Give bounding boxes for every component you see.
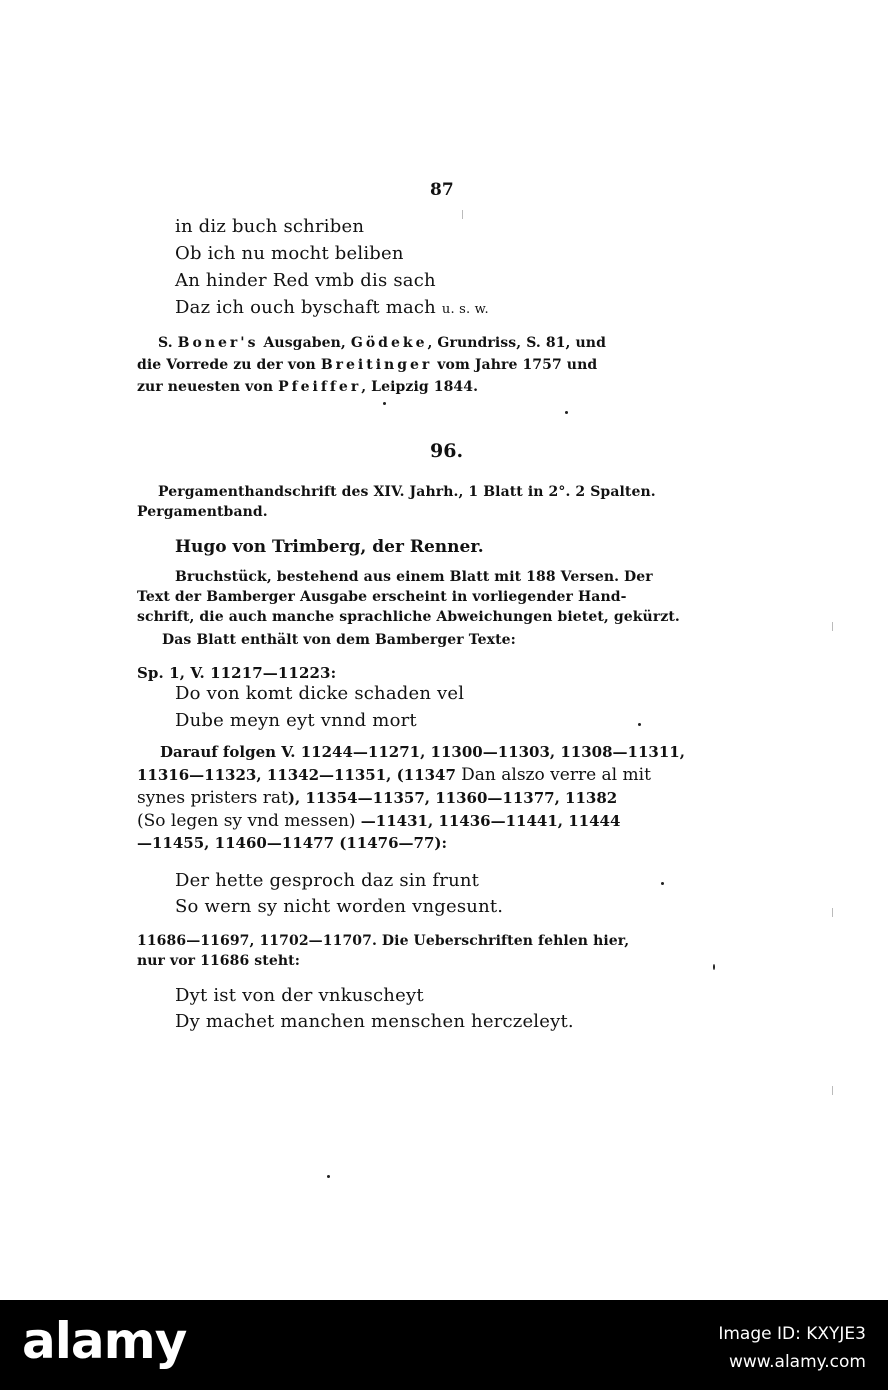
site-url: www.alamy.com [728,1352,866,1372]
note-line [158,335,606,351]
verse-line: Der hette gesproch daz sin frunt [175,870,480,891]
verse-line: Do von komt dicke schaden vel [175,683,465,704]
quoted-verse: Dan alszo verre al mit [461,765,651,785]
verse-abbreviation: u. s. w. [441,302,489,317]
verse-range-text: 11316—11323, 11342—11351, (11347 [137,766,462,784]
scan-speck [383,402,386,405]
scan-speck [565,411,568,414]
note-text: vom Jahre 1757 und [432,357,598,373]
summary-line: Das Blatt enthält von dem Bamberger Texte: [162,632,516,648]
summary-line: schrift, die auch manche sprachliche Abweichungen bietet, gekürzt. [137,609,680,625]
verse-line: Dyt ist von der vnkuscheyt [175,985,424,1006]
entry-description: Pergamentband. [137,504,268,520]
verse-line: Dube meyn eyt vnnd mort [175,710,417,731]
verse-range-line: Darauf folgen V. 11244—11271, 11300—11303, 11308—11311, [160,743,685,761]
entry-title: Hugo von Trimberg, der Renner. [175,537,484,557]
scan-mark [832,1086,833,1095]
verse-range-line [137,811,620,831]
summary-line: Bruchstück, bestehend aus einem Blatt mit 188 Versen. Der [175,569,653,585]
reference-line: nur vor 11686 steht: [137,953,300,969]
note-text: zur neuesten von [137,379,279,395]
note-text: , Grundriss, S. 81, und [427,335,606,351]
watermark-footer [0,1300,888,1390]
quoted-verse: synes pristers rat [137,788,288,808]
verse-line: Dy machet manchen menschen herczeleyt. [175,1011,574,1032]
note-text: , Leipzig 1844. [361,379,479,395]
verse-line: Ob ich nu mocht beliben [175,243,404,264]
note-author-name: Pfeiffer [278,379,362,395]
verse-range-text: —11431, 11436—11441, 11444 [355,812,621,830]
reference-line: 11686—11697, 11702—11707. Die Ueberschriften fehlen hier, [137,933,630,949]
verse-line [175,297,489,318]
image-id-label: Image ID: KXYJE3 [718,1324,866,1344]
scan-speck [327,1175,330,1178]
scan-speck [661,882,664,885]
note-author-name: Breitinger [320,357,433,373]
entry-description: Pergamenthandschrift des XIV. Jahrh., 1 Blatt in 2°. 2 Spalten. [158,484,656,500]
note-text: Ausgaben, [258,335,351,351]
note-author-name: Boner's [177,335,259,351]
alamy-logo: alamy [22,1312,187,1370]
scan-speck [638,723,641,726]
verse-range-line: —11455, 11460—11477 (11476—77): [137,834,448,852]
scan-mark [832,908,833,917]
note-author-name: Gödeke [350,335,428,351]
verse-line: So wern sy nicht worden vngesunt. [175,896,504,917]
note-text: S. [158,335,178,351]
scan-speck [713,964,715,970]
verse-line: An hinder Red vmb dis sach [175,270,436,291]
page-number: 87 [430,180,454,200]
verse-reference: Sp. 1, V. 11217—11223: [137,664,337,682]
verse-text: Daz ich ouch byschaft mach [175,297,436,318]
summary-line: Text der Bamberger Ausgabe erscheint in vorliegender Hand- [137,589,627,605]
note-text: die Vorrede zu der von [137,357,321,373]
quoted-verse: (So legen sy vnd messen) [137,811,356,831]
entry-number: 96. [430,440,464,462]
verse-range-line [137,765,651,785]
note-line [137,357,597,373]
verse-range-line [137,788,617,808]
scan-mark [462,210,463,219]
verse-line: in diz buch schriben [175,216,365,237]
verse-range-text: ), 11354—11357, 11360—11377, 11382 [287,789,618,807]
note-line [137,379,478,395]
scan-mark [832,622,833,631]
